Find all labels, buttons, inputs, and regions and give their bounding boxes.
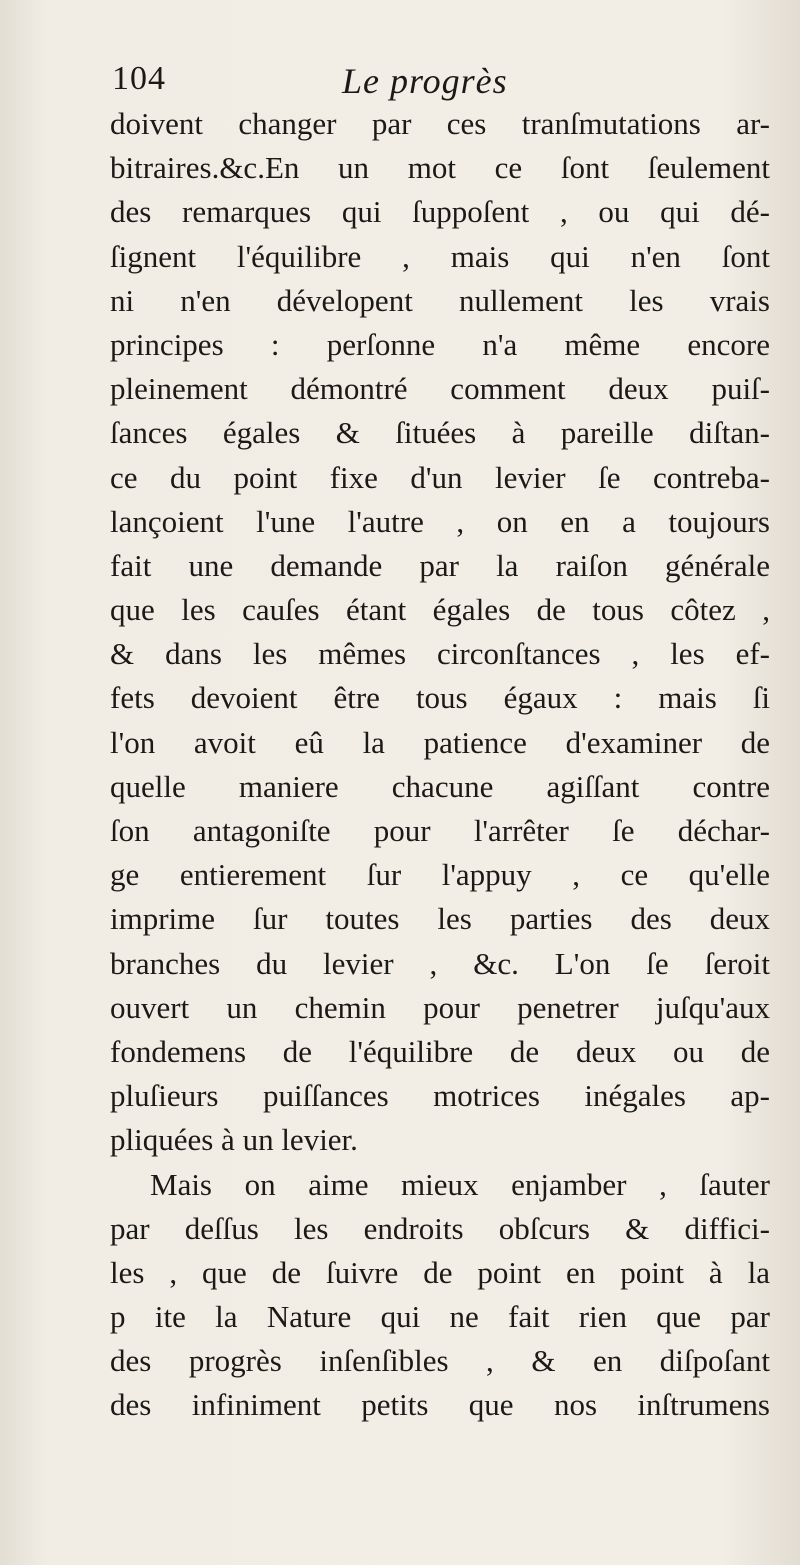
body-text bbox=[110, 102, 770, 1428]
text-line: fets devoient être tous égaux : mais ſi bbox=[110, 680, 770, 716]
text-line: ſon antagoniſte pour l'arrêter ſe déchar- bbox=[110, 813, 770, 848]
text-line: fait une demande par la raiſon générale bbox=[110, 547, 770, 583]
text-line: branches du levier , &c. L'on ſe ſeroit bbox=[110, 945, 770, 981]
text-line: quelle maniere chacune agiſſant contre bbox=[110, 768, 770, 804]
text-line: ouvert un chemin pour penetrer juſqu'aux bbox=[110, 989, 770, 1025]
text-line: p ite la Nature qui ne fait rien que par bbox=[110, 1299, 770, 1335]
text-line: que les cauſes étant égales de tous côtez , bbox=[110, 592, 770, 628]
text-line: Mais on aime mieux enjamber , ſauter bbox=[150, 1166, 770, 1202]
running-title: Le progrès bbox=[342, 61, 508, 101]
text-line: ni n'en dévelopent nullement les vrais bbox=[110, 282, 770, 318]
text-line: ge entierement ſur l'appuy , ce qu'elle bbox=[110, 857, 770, 893]
text-line: & dans les mêmes circonſtances , les ef- bbox=[110, 636, 770, 672]
page-number: 104 bbox=[112, 60, 166, 97]
text-line: doivent changer par ces tranſmutations ar- bbox=[110, 106, 770, 141]
text-line: lançoient l'une l'autre , on en a toujours bbox=[110, 503, 770, 539]
text-line: les , que de ſuivre de point en point à la bbox=[110, 1254, 770, 1290]
text-line: pliquées à un levier. bbox=[110, 1122, 358, 1158]
text-line: pluſieurs puiſſances motrices inégales ap- bbox=[110, 1078, 770, 1114]
text-line: pleinement démontré comment deux puiſ- bbox=[110, 371, 770, 407]
text-line: l'on avoit eû la patience d'examiner de bbox=[110, 724, 770, 760]
text-line: ſances égales & ſituées à pareille diſtan- bbox=[110, 415, 770, 451]
text-line: des remarques qui ſuppoſent , ou qui dé- bbox=[110, 194, 770, 230]
text-line: des infiniment petits que nos inſtrumens bbox=[110, 1387, 770, 1423]
text-line: des progrès inſenſibles , & en diſpoſant bbox=[110, 1343, 770, 1379]
text-line: ce du point fixe d'un levier ſe contreba- bbox=[110, 459, 770, 495]
text-line: par deſſus les endroits obſcurs & diffici- bbox=[110, 1210, 770, 1246]
text-line: imprime ſur toutes les parties des deux bbox=[110, 901, 770, 937]
text-line: fondemens de l'équilibre de deux ou de bbox=[110, 1033, 770, 1069]
text-line: principes : perſonne n'a même encore bbox=[110, 326, 770, 362]
text-line: bitraires.&c.En un mot ce ſont ſeulement bbox=[110, 150, 770, 186]
text-line: ſignent l'équilibre , mais qui n'en ſont bbox=[110, 238, 770, 274]
